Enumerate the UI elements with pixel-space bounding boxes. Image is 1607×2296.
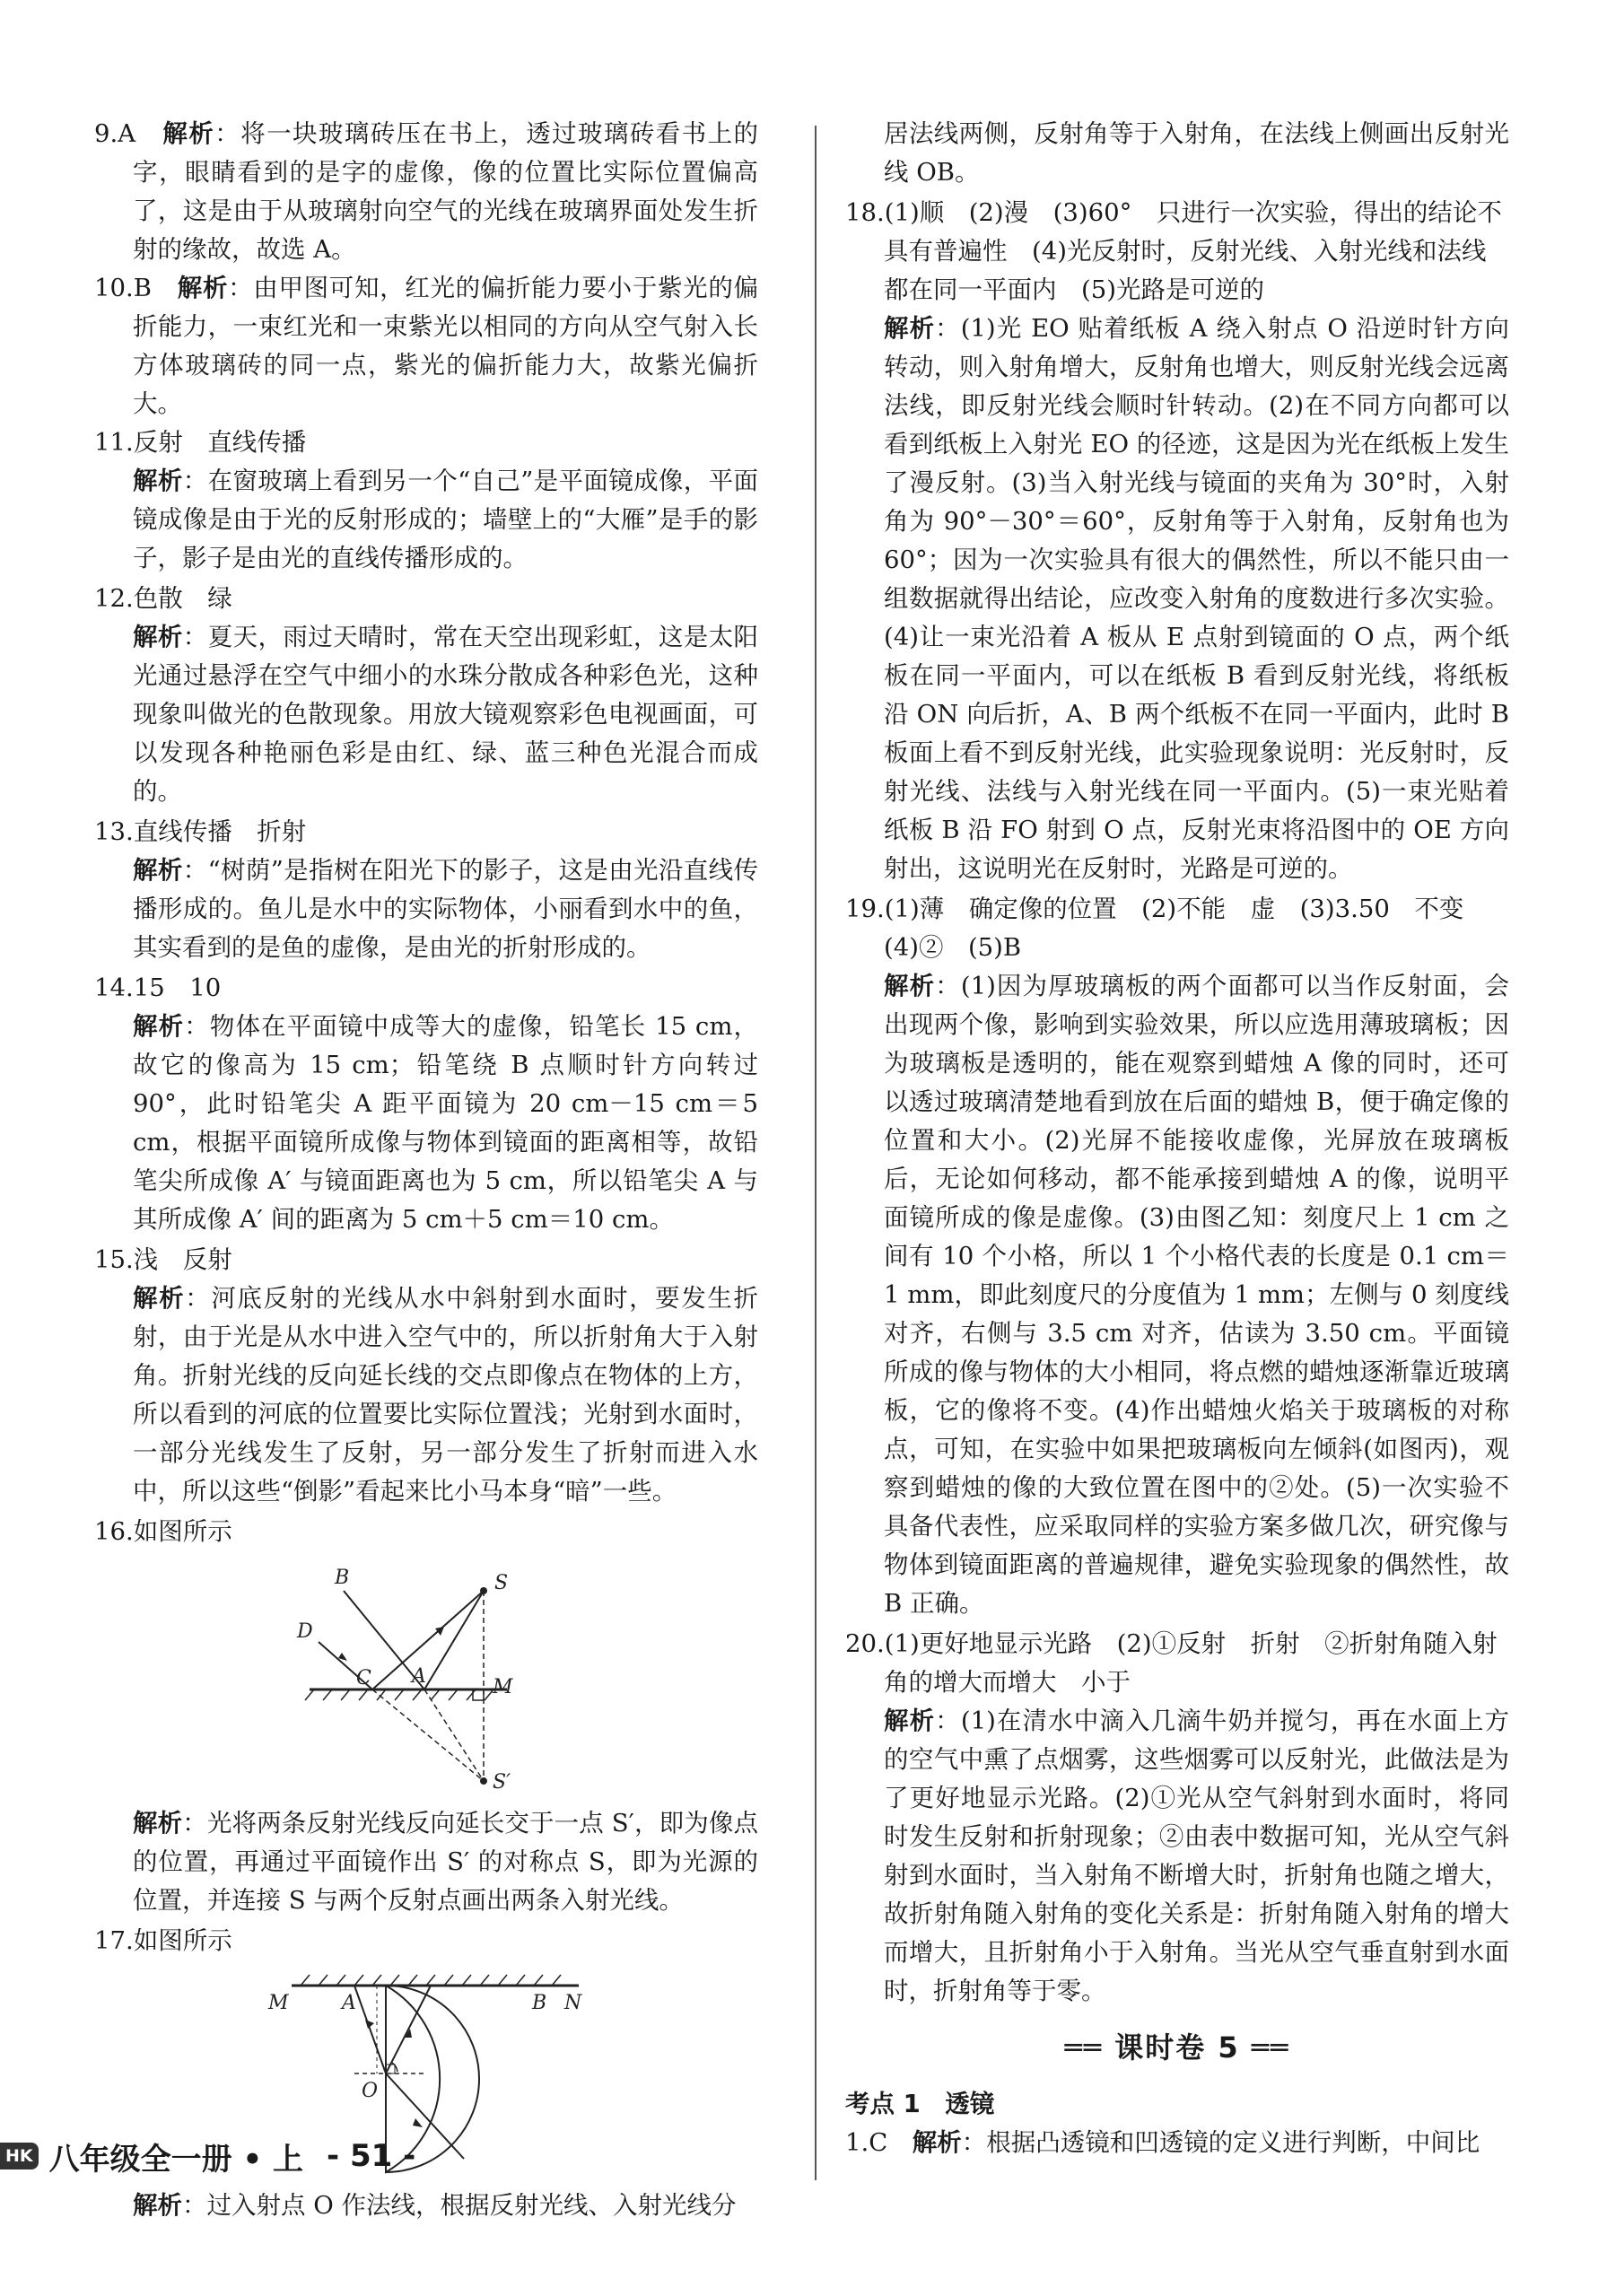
column-divider — [815, 126, 817, 2180]
explanation — [845, 115, 1509, 192]
answer-item — [94, 1241, 758, 1511]
label-a: A — [412, 1665, 426, 1688]
label-d: D — [297, 1620, 313, 1643]
label-a: A — [342, 1992, 356, 2014]
answer-heading: 11.反射 直线传播 — [94, 428, 307, 457]
left-column — [94, 115, 758, 2227]
analysis-label: 解析 — [133, 2191, 182, 2220]
analysis-label: 解析 — [133, 1284, 186, 1313]
answer-item — [845, 2124, 1509, 2162]
answer-heading: 19.(1)薄 确定像的位置 (2)不能 虚 (3)3.50 不变 (4)② (5)B — [845, 895, 1489, 962]
answer-item — [845, 890, 1509, 1623]
answer-heading: 16.如图所示 — [94, 1517, 232, 1546]
analysis-label: 解析 — [884, 314, 936, 343]
explanation-text: ：过入射点 O 作法线，根据反射光线、入射光线分 — [182, 2191, 737, 2220]
analysis-label: 解析 — [133, 1809, 183, 1838]
explanation — [133, 119, 758, 264]
explanation-text: ：在窗玻璃上看到另一个“自己”是平面镜成像，平面镜成像是由于光的反射形成的；墙壁上的“大雁”是手的影子，影子是由光的直线传播形成的。 — [133, 467, 758, 572]
explanation — [133, 274, 758, 418]
analysis-label: 解析 — [884, 972, 936, 1000]
analysis-label: 解析 — [133, 467, 183, 495]
answer-heading: 14.15 10 — [94, 973, 222, 1002]
explanation — [94, 1008, 758, 1239]
answer-item — [94, 269, 758, 423]
answer-heading: 13.直线传播 折射 — [94, 817, 307, 846]
explanation — [94, 1279, 758, 1511]
analysis-label: 解析 — [133, 623, 183, 651]
answer-heading: 18.(1)顺 (2)漫 (3)60° 只进行一次实验，得出的结论不具有普遍性 (4)光反射时，反射光线、入射光线和法线都在同一平面内 (5)光路是可逆的 — [845, 198, 1502, 304]
explanation — [94, 2187, 758, 2225]
answer-heading: 15.浅 反射 — [94, 1245, 232, 1274]
explanation-text: ：(1)光 EO 贴着纸板 A 绕入射点 O 沿逆时针方向转动，则入射角增大，反射角也增大，则反射光线会远离法线，即反射光线会顺时针转动。(2)在不同方向都可以看到纸板上入射光 EO 的径迹，这是因为光在纸板上发生了漫反射。(3)当入射光线与镜面的夹角为 30°时，入射角为 90°－30°＝60°，反射角等于入射角，反射角也为 60°；因为一次实验具有很大的偶然性，所以不能只由一组数据就得出结论，应改变入射角的度数进行多次实验。(4)让一束光沿着 A 板从 E 点射到镜面的 O 点，两个纸板在同一平面内，可以在纸板 B 看到反射光线，将纸板沿 ON 向后折，A、B 两个纸板不在同一平面内，此时 B 板面上看不到反射光线，此实验现象说明：光反射时，反射光线、法线与入射光线在同一平面内。(5)一束光贴着纸板 B 沿 FO 射到 O 点，反射光束将沿图中的 OE 方向射出，这说明光在反射时，光路是可逆的。 — [884, 314, 1509, 883]
label-m: M — [268, 1992, 289, 2014]
answer-item — [845, 115, 1509, 192]
explanation-text: ：由甲图可知，红光的偏折能力要小于紫光的偏折能力，一束红光和一束紫光以相同的方向从空气射入长方体玻璃砖的同一点，紫光的偏折能力大，故紫光偏折大。 — [133, 274, 758, 418]
explanation-text: ：光将两条反射光线反向延长交于一点 S′，即为像点的位置，再通过平面镜作出 S′ 的对称点 S，即为光源的位置，并连接 S 与两个反射点画出两条入射光线。 — [133, 1809, 759, 1915]
label-n: N — [564, 1992, 582, 2014]
answer-heading: 9.A — [94, 119, 163, 148]
label-o: O — [362, 2080, 379, 2102]
explanation — [94, 462, 758, 578]
label-s: S — [494, 1572, 509, 1594]
answer-heading: 12.色散 绿 — [94, 584, 232, 613]
section-title-text: 课时卷 5 — [1114, 2030, 1240, 2065]
analysis-label: 解析 — [912, 2128, 962, 2157]
topic-heading: 考点 1 透镜 — [845, 2090, 995, 2118]
analysis-label: 解析 — [133, 856, 183, 885]
label-m: M — [493, 1676, 513, 1698]
section-title — [845, 2029, 1509, 2067]
page-footer — [0, 2134, 415, 2178]
answer-item — [94, 813, 758, 967]
explanation — [94, 1804, 758, 1920]
page-number: - 51 - — [327, 2138, 416, 2174]
explanation-text: ：根据凸透镜和凹透镜的定义进行判断，中间比 — [961, 2128, 1480, 2157]
answer-item — [94, 580, 758, 811]
edition-badge: HK — [0, 2143, 39, 2169]
figure-16-reflection-diagram — [265, 1557, 803, 1799]
grade-label: 八年级全一册 • 上 — [48, 2141, 304, 2178]
analysis-label: 解析 — [177, 274, 229, 302]
explanation-text: ：“树荫”是指树在阳光下的影子，这是由光沿直线传播形成的。鱼儿是水中的实际物体，小丽看到水中的鱼，其实看到的是鱼的虚像，是由光的折射形成的。 — [133, 856, 758, 962]
label-b: B — [335, 1567, 350, 1589]
analysis-label: 解析 — [162, 119, 215, 148]
explanation-text: ：物体在平面镜中成等大的虚像，铅笔长 15 cm，故它的像高为 15 cm；铅笔绕 B 点顺时针方向转过 90°，此时铅笔尖 A 距平面镜为 20 cm－15 cm＝5 cm，根据平面镜所成像与物体到镜面的距离相等，故铅笔尖所成像 A′ 与镜面距离也为 5 cm，所以铅笔尖 A 与其所成像 A′ 间的距离为 5 cm＋5 cm＝10 cm。 — [133, 1012, 759, 1234]
explanation-text: ：(1)因为厚玻璃板的两个面都可以当作反射面，会出现两个像，影响到实验效果，所以应选用薄玻璃板；因为玻璃板是透明的，能在观察到蜡烛 A 像的同时，还可以透过玻璃清楚地看到放在后面的蜡烛 B，便于确定像的位置和大小。(2)光屏不能接收虚像，光屏放在玻璃板后，无论如何移动，都不能承接到蜡烛 A 的像，说明平面镜所成的像是虚像。(3)由图乙知：刻度尺上 1 cm 之间有 10 个小格，所以 1 个小格代表的长度是 0.1 cm＝1 mm，即此刻度尺的分度值为 1 mm；左侧与 0 刻度线对齐，右侧与 3.5 cm 对齐，估读为 3.50 cm。平面镜所成的像与物体的大小相同，将点燃的蜡烛逐渐靠近玻璃板，它的像将不变。(4)作出蜡烛火焰关于玻璃板的对称点，可知，在实验中如果把玻璃板向左倾斜(如图丙)，观察到蜡烛的像的大致位置在图中的②处。(5)一次实验不具备代表性，应采取同样的实验方案多做几次，研究像与物体到镜面距离的普遍规律，避免实验现象的偶然性，故 B 正确。 — [884, 972, 1510, 1618]
explanation — [94, 851, 758, 967]
answer-item — [94, 969, 758, 1239]
answer-item — [845, 1625, 1509, 2011]
answer-item — [94, 423, 758, 578]
title-rule-right: ══ — [1239, 2030, 1290, 2065]
explanation-text: ：(1)在清水中滴入几滴牛奶并搅匀，再在水面上方的空气中熏了点烟雾，这些烟雾可以反射光，此做法是为了更好地显示光路。(2)①光从空气斜射到水面时，将同时发生反射和折射现象；②由表中数据可知，光从空气斜射到水面时，当入射角不断增大时，折射角也随之增大，故折射角随入射角的变化关系是：折射角随入射角的增大而增大，且折射角小于入射角。当光从空气垂直射到水面时，折射角等于零。 — [884, 1707, 1510, 2005]
answer-heading: 1.C — [845, 2128, 913, 2157]
explanation-text: ：夏天，雨过天晴时，常在天空出现彩虹，这是太阳光通过悬浮在空气中细小的水珠分散成各种彩色光，这种现象叫做光的色散现象。用放大镜观察彩色电视画面，可以发现各种艳丽色彩是由红、绿、蓝三种色光混合而成的。 — [133, 623, 759, 806]
explanation — [845, 967, 1509, 1623]
answer-item — [94, 1922, 758, 2225]
explanation-text: ：将一块玻璃砖压在书上，透过玻璃砖看书上的字，眼睛看到的是字的虚像，像的位置比实际位置偏高了，这是由于从玻璃射向空气的光线在玻璃界面处发生折射的缘故，故选 A。 — [133, 119, 758, 264]
label-s-prime: S′ — [493, 1771, 511, 1794]
answer-heading: 10.B — [94, 274, 178, 302]
answer-item — [94, 115, 758, 269]
explanation — [94, 618, 758, 811]
explanation-text: ：河底反射的光线从水中斜射到水面时，要发生折射，由于光是从水中进入空气中的，所以折射角大于入射角。折射光线的反向延长线的交点即像点在物体的上方，所以看到的河底的位置要比实际位置浅；光射到水面时，一部分光线发生了反射，另一部分发生了折射而进入水中，所以这些“倒影”看起来比小马本身“暗”一些。 — [133, 1284, 758, 1506]
explanation-text: 居法线两侧，反射角等于入射角，在法线上侧画出反射光线 OB。 — [884, 119, 1509, 187]
answer-heading: 17.如图所示 — [94, 1926, 232, 1955]
analysis-label: 解析 — [884, 1707, 936, 1735]
title-rule-left: ══ — [1064, 2030, 1115, 2065]
explanation — [845, 1702, 1509, 2011]
right-column — [845, 115, 1509, 2162]
answer-item — [845, 194, 1509, 888]
label-c: C — [356, 1667, 371, 1689]
answer-heading: 20.(1)更好地显示光路 (2)①反射 折射 ②折射角随入射角的增大而增大 小于 — [845, 1629, 1498, 1697]
explanation — [845, 310, 1509, 888]
analysis-label: 解析 — [133, 1012, 185, 1041]
label-b: B — [532, 1992, 547, 2014]
answer-item — [94, 1513, 758, 1920]
